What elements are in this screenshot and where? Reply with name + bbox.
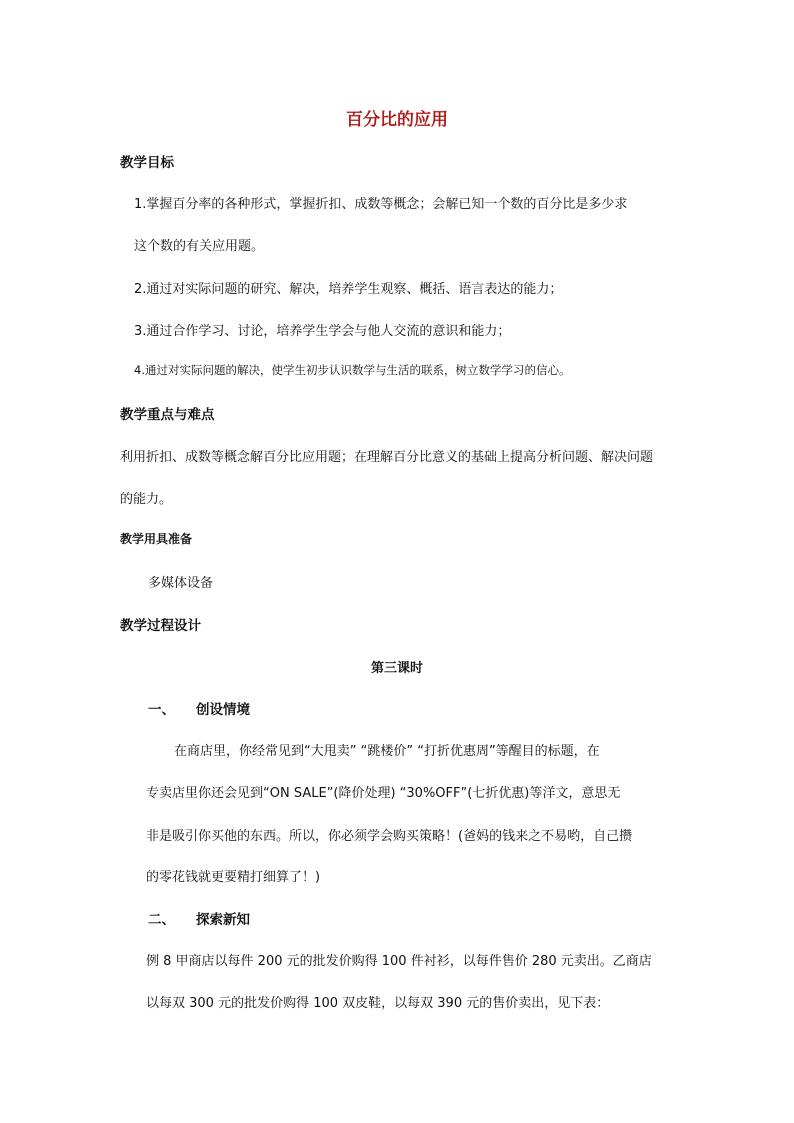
objective-line-1-cont: 这个数的有关应用题。 <box>134 239 265 254</box>
section1-line-2: 专卖店里你还会见到“ON SALE”(降价处理) “30%OFF”(七折优惠)等洋文，意思无 <box>146 786 621 801</box>
lesson-title: 第三课时 <box>370 661 423 676</box>
tools-heading: 教学用具准备 <box>120 532 193 546</box>
section2-number: 二、 <box>148 912 175 928</box>
objective-line-3: 3.通过合作学习、讨论，培养学生学会与他人交流的意识和能力； <box>134 324 511 339</box>
tools-text: 多媒体设备 <box>148 576 214 591</box>
document-title: 百分比的应用 <box>346 110 448 130</box>
objectives-heading: 教学目标 <box>120 155 174 171</box>
section1-line-4: 的零花钱就更要精打细算了！) <box>146 870 321 885</box>
section1-number: 一、 <box>148 702 175 718</box>
objective-line-2: 2.通过对实际问题的研究、解决，培养学生观察、概括、语言表达的能力； <box>134 282 563 297</box>
section1-line-3: 非是吸引你买他的东西。所以，你必须学会购买策略！(爸妈的钱来之不易哟，自己攒 <box>146 829 633 844</box>
section2-title: 探索新知 <box>196 912 250 928</box>
section1-title: 创设情境 <box>196 702 250 718</box>
key-points-line-1: 利用折扣、成数等概念解百分比应用题；在理解百分比意义的基础上提高分析问题、解决问题 <box>120 450 654 465</box>
section2-line-1: 例 8 甲商店以每件 200 元的批发价购得 100 件衬衫，以每件售价 280 元卖出。乙商店 <box>146 954 652 969</box>
section2-line-2: 以每双 300 元的批发价购得 100 双皮鞋，以每双 390 元的售价卖出，见下表： <box>146 996 610 1011</box>
key-points-line-2: 的能力。 <box>120 492 173 507</box>
objective-line-4: 4.通过对实际问题的解决，使学生初步认识数学与生活的联系，树立数学学习的信心。 <box>134 363 571 377</box>
objective-line-1: 1.掌握百分率的各种形式，掌握折扣、成数等概念；会解已知一个数的百分比是多少求 <box>134 197 628 212</box>
process-heading: 教学过程设计 <box>120 618 201 634</box>
section1-line-1: 在商店里，你经常见到“大甩卖” “跳楼价” “打折优惠周”等醒目的标题，在 <box>174 744 600 759</box>
key-points-heading: 教学重点与难点 <box>120 407 215 423</box>
